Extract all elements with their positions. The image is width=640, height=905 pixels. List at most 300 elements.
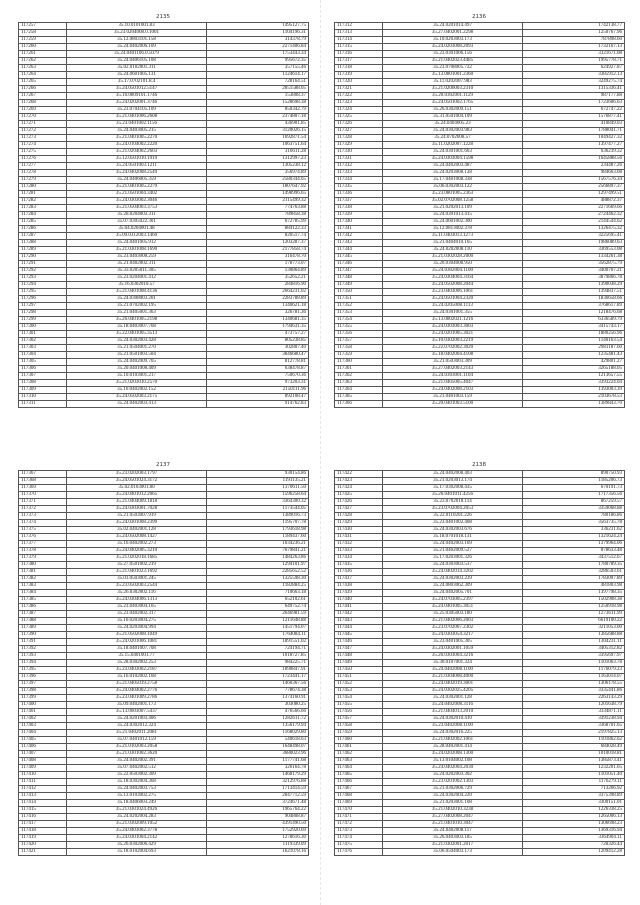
code-cell: 35.30.0107001.324 [383, 660, 523, 667]
amount-cell: 1794631.35 [207, 324, 309, 331]
table-row [19, 779, 309, 786]
row-id-cell: 117287 [19, 233, 67, 240]
table-panel-4 [334, 460, 624, 856]
amount-cell: 302807.40 [207, 345, 309, 352]
amount-cell: 3368701.65 [523, 723, 625, 730]
code-cell: 35.21.0404013.2010 [383, 709, 523, 716]
table-row [335, 548, 625, 555]
code-cell: 35.24.0502008.2044 [383, 282, 523, 289]
code-cell: 35.13.0103002.275 [67, 793, 207, 800]
row-id-cell: 117260 [19, 44, 67, 51]
code-cell: 35.24.0302025.4205 [383, 688, 523, 695]
code-cell: 35.24.0402006.109 [67, 44, 207, 51]
table-row [19, 506, 309, 513]
code-cell: 35.24.0601005.131 [67, 72, 207, 79]
amount-cell: 2103678.53 [523, 394, 625, 401]
code-cell: 35.21.0402009.527 [383, 548, 523, 555]
code-cell: 35.24.0402014.3202 [383, 569, 523, 576]
table-row [335, 93, 625, 100]
code-cell: 35.22.0110201.226 [383, 513, 523, 520]
table-row [335, 142, 625, 149]
amount-cell: 2115499.32 [207, 198, 309, 205]
code-cell: 35.24.0402008.403 [383, 471, 523, 478]
table-row [335, 401, 625, 408]
row-id-cell: 117334 [335, 177, 383, 184]
row-id-cell: 117470 [335, 807, 383, 814]
amount-cell: 710663.18 [207, 590, 309, 597]
row-id-cell: 117336 [335, 191, 383, 198]
table-row [335, 331, 625, 338]
row-id-cell: 117430 [335, 527, 383, 534]
code-cell: 35.24.0203008.2093 [383, 44, 523, 51]
code-cell: 35.16.0302010.57 [67, 282, 207, 289]
table-row [19, 513, 309, 520]
table-row [335, 478, 625, 485]
table-row [19, 583, 309, 590]
code-cell: 35.21.0501004.3402 [67, 191, 207, 198]
table-row [335, 37, 625, 44]
row-id-cell: 117431 [335, 534, 383, 541]
row-id-cell: 117266 [19, 86, 67, 93]
table-row [19, 709, 309, 716]
code-cell: 35.24.0402008.2103 [383, 387, 523, 394]
amount-cell: 3562875.79 [523, 261, 625, 268]
row-id-cell: 117439 [335, 590, 383, 597]
code-cell: 35.24.0202001.3746 [67, 100, 207, 107]
table-row [19, 324, 309, 331]
amount-cell: 728164.51 [207, 79, 309, 86]
table-panel-3 [18, 460, 308, 856]
amount-cell: 3265188.05 [523, 366, 625, 373]
table-row [335, 240, 625, 247]
table-row [19, 37, 309, 44]
code-cell: 35.20.0304008.950 [383, 261, 523, 268]
row-id-cell: 117281 [19, 191, 67, 198]
row-id-cell: 117343 [335, 240, 383, 247]
row-id-cell: 117270 [19, 114, 67, 121]
table-row [19, 401, 309, 408]
row-id-cell: 117436 [335, 569, 383, 576]
code-cell: 35.27.0402008.2047 [383, 814, 523, 821]
code-cell: 35.23.0403002.2187 [67, 667, 207, 674]
table-row [19, 205, 309, 212]
row-id-cell: 117457 [335, 716, 383, 723]
table-row [19, 821, 309, 828]
table-row [335, 366, 625, 373]
amount-cell: 1340621.18 [207, 303, 309, 310]
amount-cell: 3249275.74 [523, 79, 625, 86]
amount-cell: 3359068.88 [523, 506, 625, 513]
panel-page-number: 2138 [472, 462, 486, 468]
row-id-cell: 117424 [335, 485, 383, 492]
code-cell: 35.21.0402006.2003 [383, 618, 523, 625]
row-id-cell: 117268 [19, 100, 67, 107]
row-id-cell: 117341 [335, 226, 383, 233]
row-id-cell: 117392 [19, 646, 67, 653]
table-panel-2 [334, 12, 624, 408]
table-row [335, 58, 625, 65]
amount-cell: 410849.03 [523, 121, 625, 128]
table-row [335, 338, 625, 345]
table-row [19, 478, 309, 485]
table-row [335, 842, 625, 849]
row-id-cell: 117333 [335, 170, 383, 177]
amount-cell: 624927.87 [523, 65, 625, 72]
code-cell: 35.24.0404002.2776 [67, 688, 207, 695]
row-id-cell: 117373 [19, 513, 67, 520]
code-cell: 35.21.0404009.1818 [67, 499, 207, 506]
table-row [335, 793, 625, 800]
table-row [19, 835, 309, 842]
code-cell: 35.21.0501003.504 [67, 352, 207, 359]
code-cell: 35.10.0203003.173 [383, 37, 523, 44]
row-id-cell: 117303 [19, 345, 67, 352]
amount-cell: 1793618.98 [207, 527, 309, 534]
code-cell: 35.24.0301004.2142 [67, 835, 207, 842]
table-row [335, 212, 625, 219]
amount-cell: 1189437.60 [207, 534, 309, 541]
table-row [19, 590, 309, 597]
amount-cell: 3321671.08 [523, 51, 625, 58]
code-cell: 35.24.0402009.765 [67, 359, 207, 366]
code-cell: 35.24.0301001.355 [383, 310, 523, 317]
amount-cell: 1393003.39 [523, 387, 625, 394]
code-cell: 35.26.0401011.4256 [383, 492, 523, 499]
row-id-cell: 117454 [335, 695, 383, 702]
row-id-cell: 117314 [335, 37, 383, 44]
row-id-cell: 117422 [335, 471, 383, 478]
table-row [19, 30, 309, 37]
row-id-cell: 117463 [335, 758, 383, 765]
row-id-cell: 117291 [19, 261, 67, 268]
panel-page-number: 2136 [472, 14, 486, 20]
table-row [19, 268, 309, 275]
code-cell: 35.21.0702002.195 [67, 303, 207, 310]
table-row [335, 520, 625, 527]
table-row [335, 198, 625, 205]
amount-cell: 1783007.89 [523, 576, 625, 583]
code-cell: 35.24.0406105.108 [67, 58, 207, 65]
amount-cell: 7679841.21 [207, 548, 309, 555]
code-cell: 35.21.0401010.3047 [383, 821, 523, 828]
amount-cell: 326781.36 [207, 310, 309, 317]
row-id-cell: 117398 [19, 688, 67, 695]
amount-cell: 6619100.22 [523, 618, 625, 625]
table-row [19, 226, 309, 233]
table-row [19, 331, 309, 338]
row-id-cell: 117414 [19, 800, 67, 807]
code-cell: 35.24.0201003.406 [67, 716, 207, 723]
code-cell: 35.24.0402003.413 [67, 401, 207, 408]
panel-page-number: 2135 [156, 14, 170, 20]
code-cell: 35.11.0403013.1273 [383, 233, 523, 240]
row-id-cell: 117474 [335, 835, 383, 842]
row-id-cell: 117453 [335, 688, 383, 695]
code-cell: 35.21.0504003.3753 [67, 205, 207, 212]
table-row [19, 51, 309, 58]
amount-cell: 3395697.97 [523, 653, 625, 660]
amount-cell: 636239.32 [523, 149, 625, 156]
table-row [19, 289, 309, 296]
code-cell: 35.12.0813002.378 [383, 226, 523, 233]
row-id-cell: 117261 [19, 51, 67, 58]
code-cell: 35.21.0402010.3238 [383, 807, 523, 814]
row-id-cell: 117320 [335, 79, 383, 86]
table-row [335, 758, 625, 765]
amount-cell: 649752.74 [207, 604, 309, 611]
row-id-cell: 117370 [19, 492, 67, 499]
row-id-cell: 117313 [335, 30, 383, 37]
amount-cell: 984225.71 [207, 660, 309, 667]
amount-cell: 892108.47 [207, 394, 309, 401]
code-cell: 35.21.0401003.159 [383, 394, 523, 401]
table-row [19, 639, 309, 646]
code-cell: 35.21.0203010.2570 [67, 380, 207, 387]
row-id-cell: 117319 [335, 72, 383, 79]
amount-cell: 153808.37 [207, 93, 309, 100]
row-id-cell: 117406 [19, 744, 67, 751]
amount-cell: 303080.25 [207, 702, 309, 709]
table-row [19, 828, 309, 835]
code-cell: 35.03.0503001.245 [67, 576, 207, 583]
table-row [335, 65, 625, 72]
amount-cell: 1325598.30 [207, 576, 309, 583]
table-row [335, 632, 625, 639]
table-row [19, 842, 309, 849]
table-row [335, 639, 625, 646]
amount-cell: 1140163.54 [523, 338, 625, 345]
amount-cell: 1226338.25 [523, 807, 625, 814]
table-row [335, 247, 625, 254]
code-cell: 35.24.0303002.3046 [67, 198, 207, 205]
row-id-cell: 117427 [335, 506, 383, 513]
amount-cell: 1732167.13 [523, 44, 625, 51]
code-cell: 35.24.0203004.994 [67, 625, 207, 632]
table-row [19, 786, 309, 793]
row-id-cell: 117297 [19, 303, 67, 310]
table-row [335, 576, 625, 583]
amount-cell: 1063751.64 [207, 142, 309, 149]
code-cell: 35.24.0402005.3210 [67, 548, 207, 555]
amount-cell: 1890847.91 [207, 667, 309, 674]
code-cell: 35.24.0501002.1765 [383, 100, 523, 107]
code-cell: 35.21.0401005.2270 [67, 135, 207, 142]
row-id-cell: 117417 [19, 821, 67, 828]
row-id-cell: 117284 [19, 212, 67, 219]
amount-cell: 1304231.11 [523, 639, 625, 646]
code-cell: 35.24.0202003.302 [383, 772, 523, 779]
code-cell: 35.28.0302002.253 [67, 660, 207, 667]
row-id-cell: 117293 [19, 275, 67, 282]
table-row [19, 723, 309, 730]
table-row [19, 520, 309, 527]
amount-cell: 1191135.21 [207, 478, 309, 485]
amount-cell: 1723441.17 [207, 674, 309, 681]
amount-cell: 2580344.65 [207, 177, 309, 184]
row-id-cell: 117338 [335, 205, 383, 212]
row-id-cell: 117264 [19, 72, 67, 79]
amount-cell: 1370611.50 [207, 485, 309, 492]
amount-cell: 1250767.96 [523, 30, 625, 37]
code-cell: 35.21.0301008.1690 [67, 247, 207, 254]
row-id-cell: 117469 [335, 800, 383, 807]
row-id-cell: 117375 [19, 527, 67, 534]
code-cell: 35.21.0402011.2081 [67, 730, 207, 737]
amount-cell: 3286503.61 [523, 569, 625, 576]
amount-cell: 1780789.35 [523, 562, 625, 569]
code-cell: 35.26.0302009.151 [383, 107, 523, 114]
amount-cell: 4391490.50 [207, 821, 309, 828]
table-row [335, 359, 625, 366]
amount-cell: 356974.89 [207, 170, 309, 177]
amount-cell: 805238.85 [207, 338, 309, 345]
code-cell: 35.21.0402002.311 [67, 261, 207, 268]
row-id-cell: 117475 [335, 842, 383, 849]
row-id-cell: 117465 [335, 772, 383, 779]
table-row [335, 184, 625, 191]
code-cell: 35.21.0402023.4485 [383, 58, 523, 65]
code-cell: 35.24.0402008.117 [383, 828, 523, 835]
table-row [335, 611, 625, 618]
row-id-cell: 117432 [335, 541, 383, 548]
table-row [335, 562, 625, 569]
amount-cell: 540618.63 [207, 737, 309, 744]
row-id-cell: 117262 [19, 58, 67, 65]
table-row [335, 275, 625, 282]
code-cell: 35.18.0701018.131 [383, 534, 523, 541]
table-row [19, 233, 309, 240]
code-cell: 35.06.0504003.173 [383, 849, 523, 856]
row-id-cell: 117257 [19, 23, 67, 30]
code-cell: 35.26.0401005.2198 [67, 317, 207, 324]
table-row [19, 247, 309, 254]
amount-cell: 1176079.23 [523, 667, 625, 674]
row-id-cell: 117318 [335, 65, 383, 72]
table-row [19, 527, 309, 534]
row-id-cell: 117331 [335, 156, 383, 163]
code-cell: 35.24.0303001.7028 [67, 506, 207, 513]
table-row [335, 821, 625, 828]
row-id-cell: 117403 [19, 723, 67, 730]
table-row [335, 765, 625, 772]
row-id-cell: 117378 [19, 548, 67, 555]
row-id-cell: 117382 [19, 576, 67, 583]
code-cell: 35.24.0301008.2399 [67, 520, 207, 527]
table-row [19, 303, 309, 310]
row-id-cell: 117353 [335, 310, 383, 317]
row-id-cell: 117415 [19, 807, 67, 814]
amount-cell: 1049427.32 [523, 135, 625, 142]
amount-cell: 2664231.02 [207, 289, 309, 296]
code-cell: 35.24.0302010.410 [383, 716, 523, 723]
row-id-cell: 117374 [19, 520, 67, 527]
table-row [19, 611, 309, 618]
code-cell: 35.24.0601002.300 [383, 219, 523, 226]
code-cell: 35.13.0104002.108 [383, 758, 523, 765]
code-cell: 35.23.0702004.2053 [383, 506, 523, 513]
table-panel-1 [18, 12, 308, 408]
row-id-cell: 117381 [19, 569, 67, 576]
code-cell: 35.24.0301013.415 [383, 212, 523, 219]
code-cell: 35.23.0401002.408 [383, 520, 523, 527]
table-row [335, 772, 625, 779]
amount-cell: 476566.66 [207, 709, 309, 716]
amount-cell: 850342.79 [207, 107, 309, 114]
code-cell: 35.24.0303004.1598 [383, 156, 523, 163]
amount-cell: 3364904.11 [523, 835, 625, 842]
code-cell: 35.24.0202008.1300 [383, 751, 523, 758]
table-row [19, 555, 309, 562]
code-cell: 35.21.0401006.2608 [67, 114, 207, 121]
table-row [335, 156, 625, 163]
code-cell: 35.24.0401005.3051 [383, 604, 523, 611]
code-cell: 35.26.0302002.116 [67, 590, 207, 597]
amount-cell: 1326475.32 [523, 226, 625, 233]
row-id-cell: 117444 [335, 625, 383, 632]
row-id-cell: 117471 [335, 814, 383, 821]
amount-cell: 326164.78 [207, 765, 309, 772]
amount-cell: 995672.35 [207, 58, 309, 65]
code-cell: 35.23.0204008.0.1001 [67, 30, 207, 37]
amount-cell: 130864.89 [207, 268, 309, 275]
table-row [335, 723, 625, 730]
code-cell: 35.24.0201014.497 [383, 23, 523, 30]
code-cell: 35.24.0104002.2220 [67, 142, 207, 149]
amount-cell: 724194.71 [207, 646, 309, 653]
row-id-cell: 117428 [335, 513, 383, 520]
amount-cell: 890750.93 [523, 471, 625, 478]
code-cell: 35.21.0304008.4000 [383, 674, 523, 681]
data-table [334, 470, 625, 856]
amount-cell: 1218476.68 [523, 310, 625, 317]
amount-cell: 780186.86 [523, 513, 625, 520]
table-row [19, 793, 309, 800]
data-table [18, 470, 309, 856]
amount-cell: 1965764.22 [207, 807, 309, 814]
row-id-cell: 117325 [335, 114, 383, 121]
code-cell: 35.21.0405019.2758 [67, 681, 207, 688]
amount-cell: 1880256.96 [523, 331, 625, 338]
code-cell: 35.13.0801001.2360 [383, 72, 523, 79]
code-cell: 35.24.0202008.110 [383, 247, 523, 254]
code-cell: 35.31.0501004.109 [383, 114, 523, 121]
amount-cell: 2177858.74 [207, 247, 309, 254]
amount-cell: 488872.37 [523, 198, 625, 205]
amount-cell: 3415743.17 [523, 324, 625, 331]
code-cell: 35.21.0502008.1049 [67, 632, 207, 639]
code-cell: 35.21.0401008.4136 [67, 289, 207, 296]
table-row [335, 254, 625, 261]
row-id-cell: 117326 [335, 121, 383, 128]
code-cell: 35.24.0302004.1100 [383, 268, 523, 275]
amount-cell: 1389843.70 [523, 401, 625, 408]
code-cell: 35.10.0203004.275 [67, 618, 207, 625]
code-cell: 35.23.0502003.2544 [67, 583, 207, 590]
amount-cell: 1273611.99 [523, 611, 625, 618]
code-cell: 35.21.0203013.174 [383, 478, 523, 485]
code-cell: 35.24.0501003.1211 [67, 163, 207, 170]
amount-cell: 1119339.09 [207, 842, 309, 849]
code-cell: 35.09.0312003.1460 [67, 233, 207, 240]
code-cell: 35.24.0401106.0.5079 [67, 51, 207, 58]
row-id-cell: 117279 [19, 177, 67, 184]
amount-cell: 1460367.56 [207, 681, 309, 688]
table-row [19, 800, 309, 807]
table-row [19, 310, 309, 317]
amount-cell: 2271669.66 [523, 205, 625, 212]
code-cell: 35.21.0402002.1061 [383, 737, 523, 744]
table-row [335, 44, 625, 51]
